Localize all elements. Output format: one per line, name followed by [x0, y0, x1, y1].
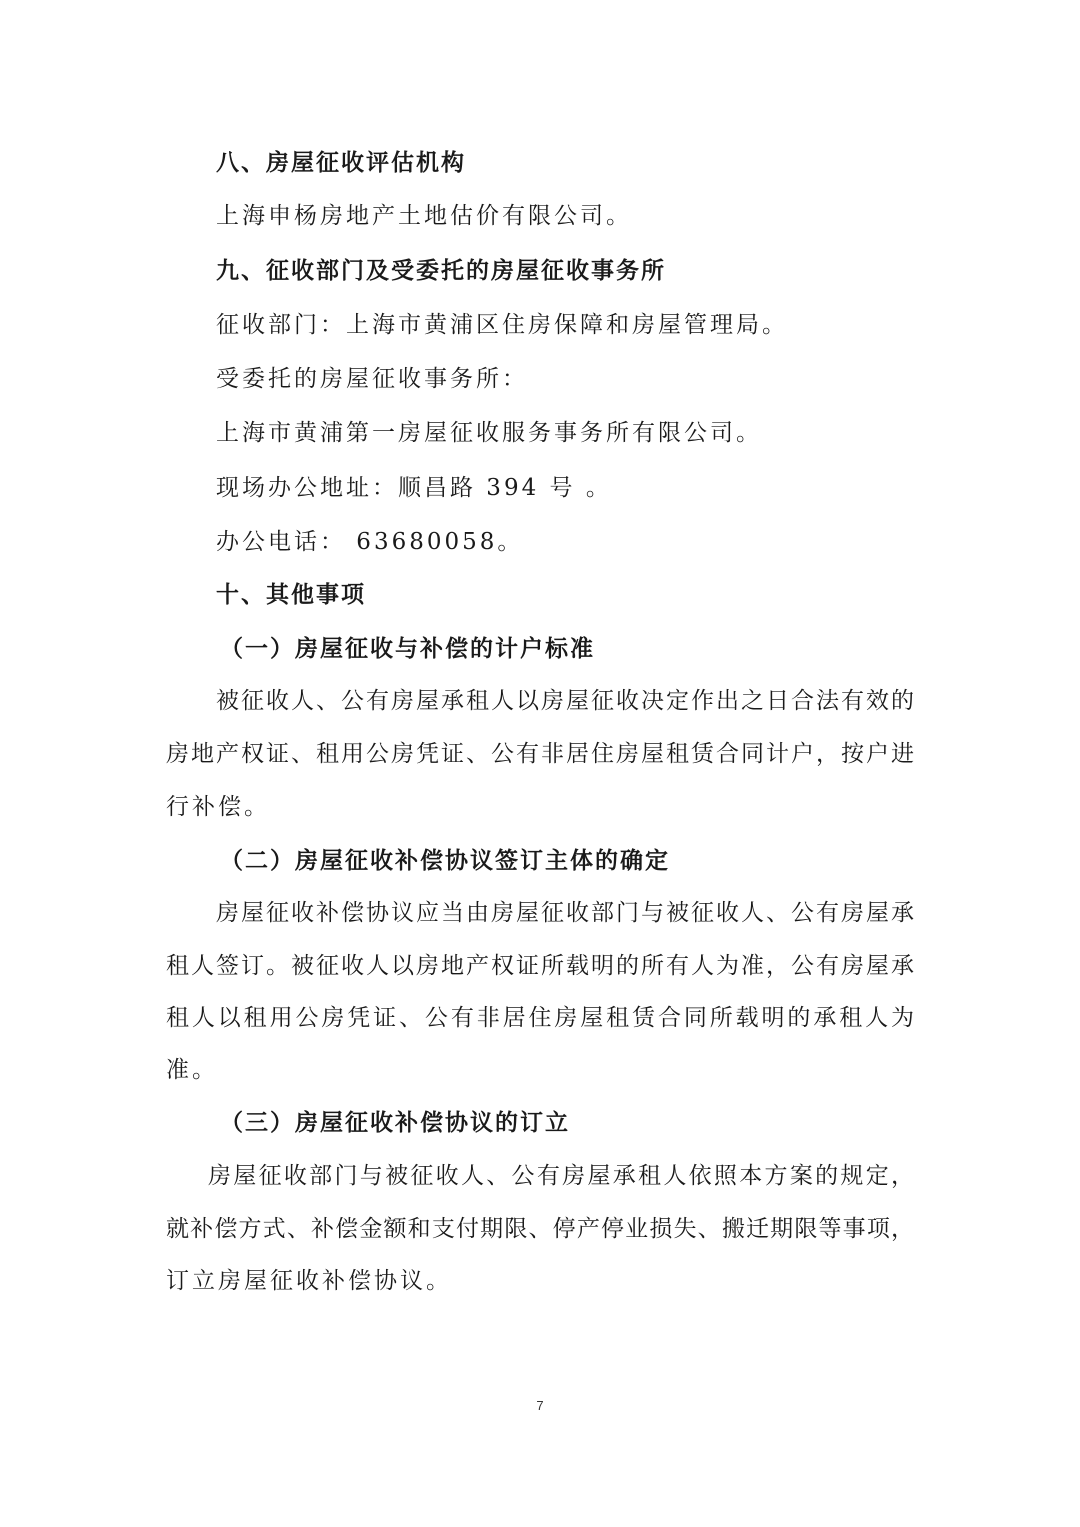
- subsection-3-line: 就补偿方式、补偿金额和支付期限、停产停业损失、搬迁期限等事项，: [166, 1216, 914, 1242]
- page-number: 7: [536, 1398, 544, 1413]
- evaluation-agency-text: 上海申杨房地产土地估价有限公司。: [216, 203, 632, 229]
- subsection-2-line: 租人签订。被征收人以房地产权证所载明的所有人为准，公有房屋承: [166, 953, 914, 979]
- subsection-3-heading: （三）房屋征收补偿协议的订立: [220, 1110, 570, 1136]
- subsection-1-line: 行补偿。: [166, 794, 270, 820]
- office-address-text: 现场办公地址：顺昌路 394 号 。: [216, 475, 612, 501]
- agent-name-text: 上海市黄浦第一房屋征收服务事务所有限公司。: [216, 420, 762, 446]
- subsection-2-line: 租人以租用公房凭证、公有非居住房屋租赁合同所载明的承租人为: [166, 1005, 914, 1031]
- agent-label-text: 受委托的房屋征收事务所：: [216, 366, 528, 392]
- subsection-1-heading: （一）房屋征收与补偿的计户标准: [220, 636, 595, 662]
- section-8-heading: 八、房屋征收评估机构: [216, 150, 466, 176]
- subsection-1-line: 房地产权证、租用公房凭证、公有非居住房屋租赁合同计户，按户进: [166, 741, 914, 767]
- subsection-1-line: 被征收人、公有房屋承租人以房屋征收决定作出之日合法有效的: [216, 688, 914, 714]
- department-text: 征收部门：上海市黄浦区住房保障和房屋管理局。: [216, 312, 788, 338]
- subsection-3-line: 房屋征收部门与被征收人、公有房屋承租人依照本方案的规定，: [208, 1163, 914, 1189]
- section-10-heading: 十、其他事项: [216, 582, 366, 608]
- office-phone-text: 办公电话： 63680058。: [216, 529, 524, 555]
- subsection-2-heading: （二）房屋征收补偿协议签订主体的确定: [220, 848, 670, 874]
- subsection-2-line: 房屋征收补偿协议应当由房屋征收部门与被征收人、公有房屋承: [216, 900, 914, 926]
- subsection-3-line: 订立房屋征收补偿协议。: [166, 1268, 452, 1294]
- section-9-heading: 九、征收部门及受委托的房屋征收事务所: [216, 258, 666, 284]
- subsection-2-line: 准。: [166, 1057, 218, 1083]
